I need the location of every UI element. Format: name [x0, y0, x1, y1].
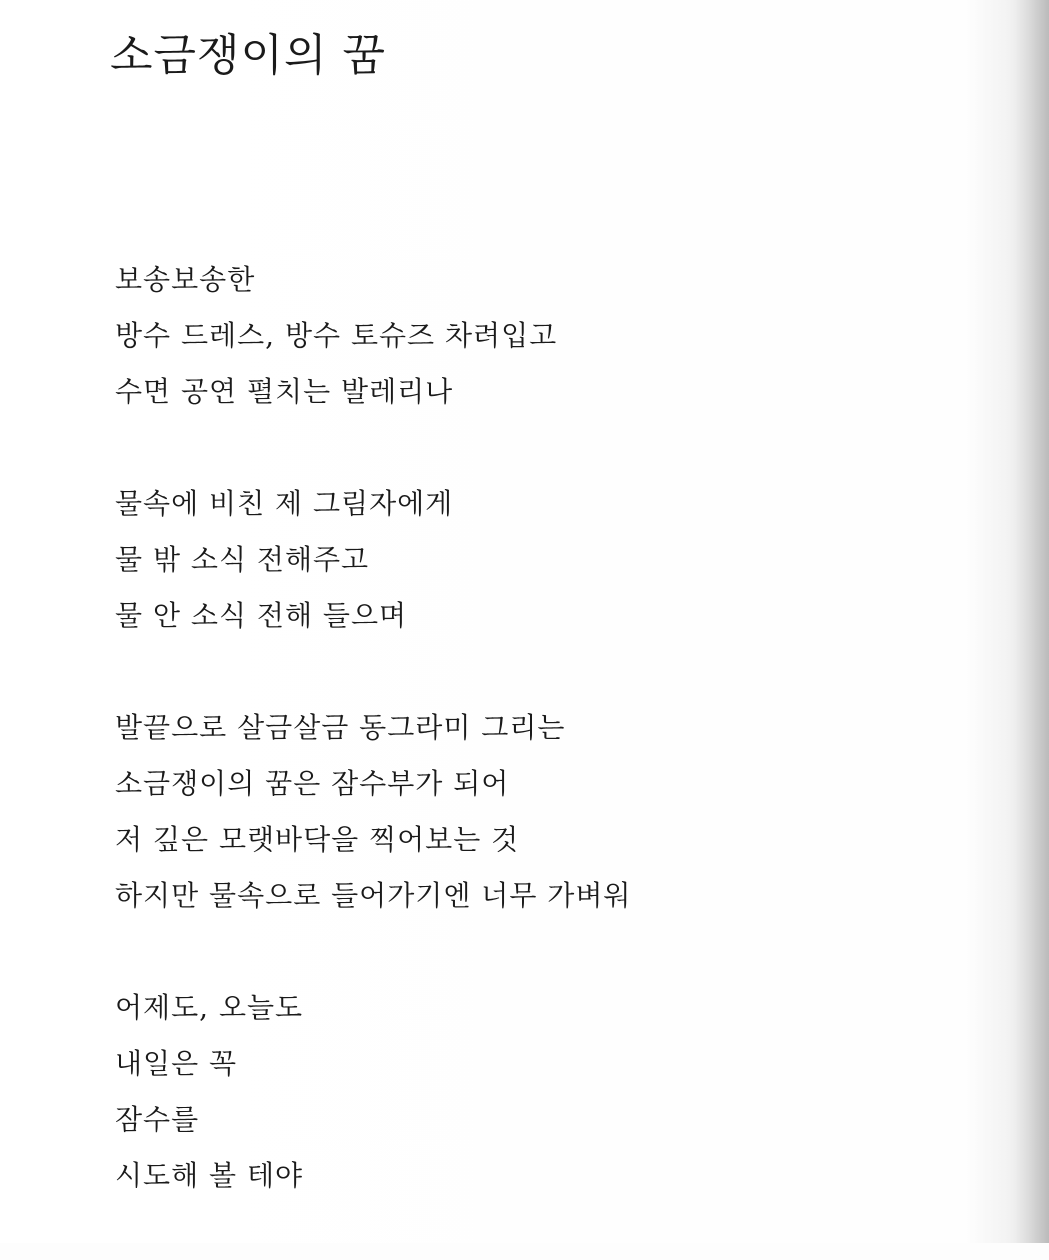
- poem-title: 소금쟁이의 꿈: [110, 30, 387, 81]
- poem-line: 내일은 꼭: [115, 1047, 238, 1080]
- poem-line: 어제도, 오늘도: [115, 991, 304, 1024]
- poem-body: [115, 252, 995, 1260]
- page-gutter-shadow: [1015, 0, 1049, 1243]
- stanza-3: [115, 700, 995, 924]
- poem-line: 방수 드레스, 방수 토슈즈 차려입고: [115, 319, 558, 352]
- poem-line: 하지만 물속으로 들어가기엔 너무 가벼워: [115, 879, 632, 912]
- poem-line: 시도해 볼 테야: [115, 1159, 304, 1192]
- poem-line: 발끝으로 살금살금 동그라미 그리는: [115, 711, 566, 744]
- stanza-2: [115, 476, 995, 644]
- poem-line: 보송보송한: [115, 263, 256, 296]
- stanza-1: [115, 252, 995, 420]
- poem-line: 물속에 비친 제 그림자에게: [115, 487, 454, 520]
- poem-line: 물 안 소식 전해 들으며: [115, 599, 408, 632]
- poem-line: 물 밖 소식 전해주고: [115, 543, 370, 576]
- poem-line: 잠수를: [115, 1103, 200, 1136]
- stanza-4: [115, 980, 995, 1204]
- poem-line: 소금쟁이의 꿈은 잠수부가 되어: [115, 767, 510, 800]
- poem-line: 수면 공연 펼치는 발레리나: [115, 375, 454, 408]
- poem-line: 저 깊은 모랫바닥을 찍어보는 것: [115, 823, 520, 856]
